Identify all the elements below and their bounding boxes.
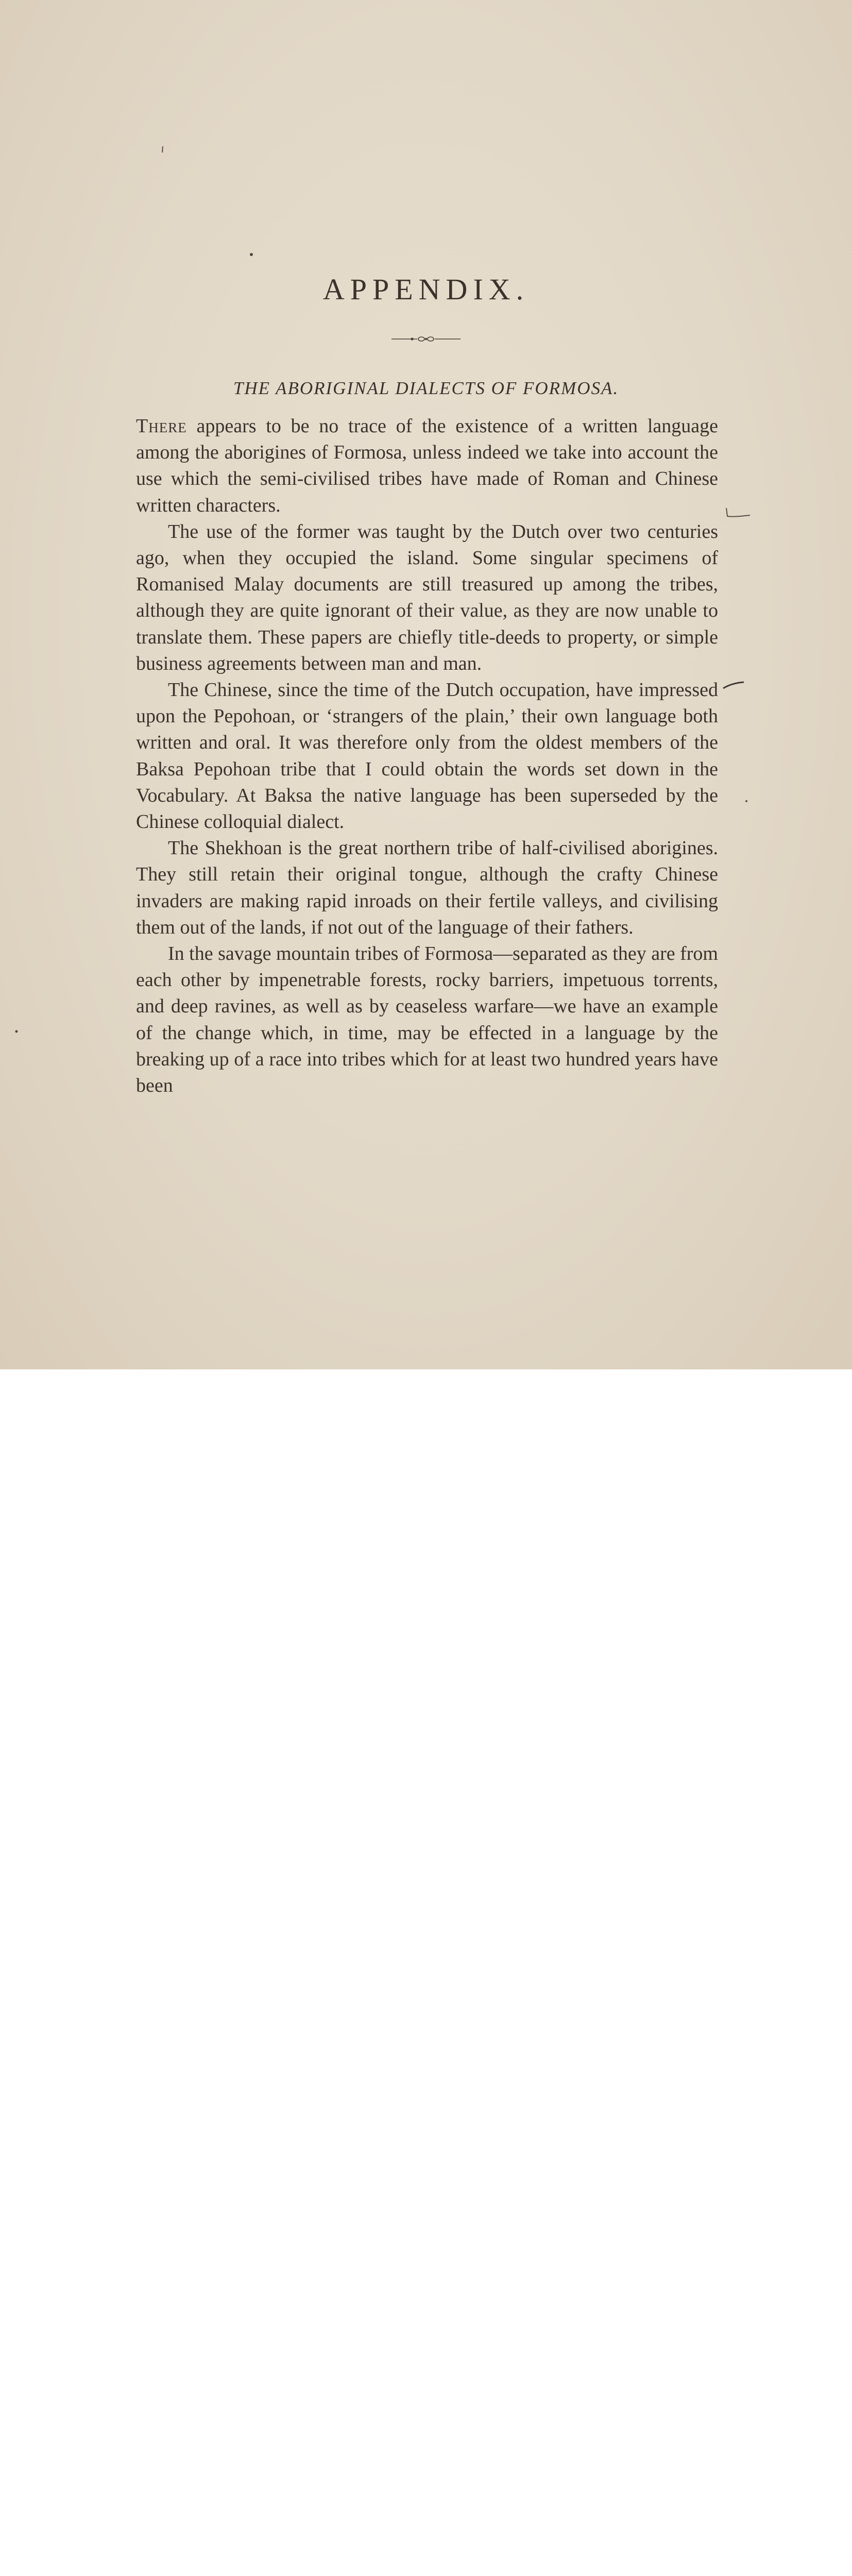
speck-icon — [249, 251, 253, 258]
page-title: APPENDIX. — [322, 273, 530, 306]
speck-icon — [161, 145, 165, 154]
pencil-mark-icon — [723, 506, 754, 520]
paragraph-3: The Chinese, since the time of the Dutch occupation, have impressed upon the Pepohoan, or ‘strangers of the plain,’ their own language both written and oral. It was therefore only from the oldest members of the Baksa Pepohoan tribe that I could obtain the words set down in the Vocabulary. At Baksa the native language has been superseded by the Chinese colloquial dialect. — [136, 679, 718, 833]
paragraph-5: In the savage mountain tribes of Formosa—separated as they are from each other by impenetrable forests, rocky barriers, impetuous torrents, and deep ravines, as well as by ceaseless warfare—we have an example of the change which, in time, may be effected in a language by the breaking up of a race into tribes which for at least two hundred years have been — [136, 943, 718, 1097]
lead-word: There — [136, 415, 187, 437]
paragraph-1-text: appears to be no trace of the existence of a written language among the aborigines of Formosa, unless indeed we take into account the use which the semi-civilised tribes have made of Roman and Chinese written characters. — [136, 415, 718, 516]
speck-icon — [14, 1029, 19, 1033]
footer-strip — [0, 1369, 852, 1491]
paragraph-4: The Shekhoan is the great northern tribe of half-civilised aborigines. They still retain their original tongue, although the crafty Chinese invaders are making rapid inroads on their fertile valleys, and civilising them out of the lands, if not out of the language of their fathers. — [136, 837, 718, 938]
ornament-divider — [391, 335, 461, 343]
section-heading: THE ABORIGINAL DIALECTS OF FORMOSA. — [233, 378, 619, 398]
speck-icon — [745, 800, 748, 803]
pencil-mark-icon — [721, 679, 747, 691]
paragraph-2: The use of the former was taught by the Dutch over two centuries ago, when they occupied the island. Some singular specimens of Romanised Malay documents are still treasured up among the tribes, although they are quite ignorant of their value, as they are now unable to translate them. These papers are chiefly title-deeds to property, or simple business agreements between man and man. — [136, 520, 718, 674]
paragraph-1 — [136, 413, 718, 519]
body-text — [136, 413, 718, 1099]
